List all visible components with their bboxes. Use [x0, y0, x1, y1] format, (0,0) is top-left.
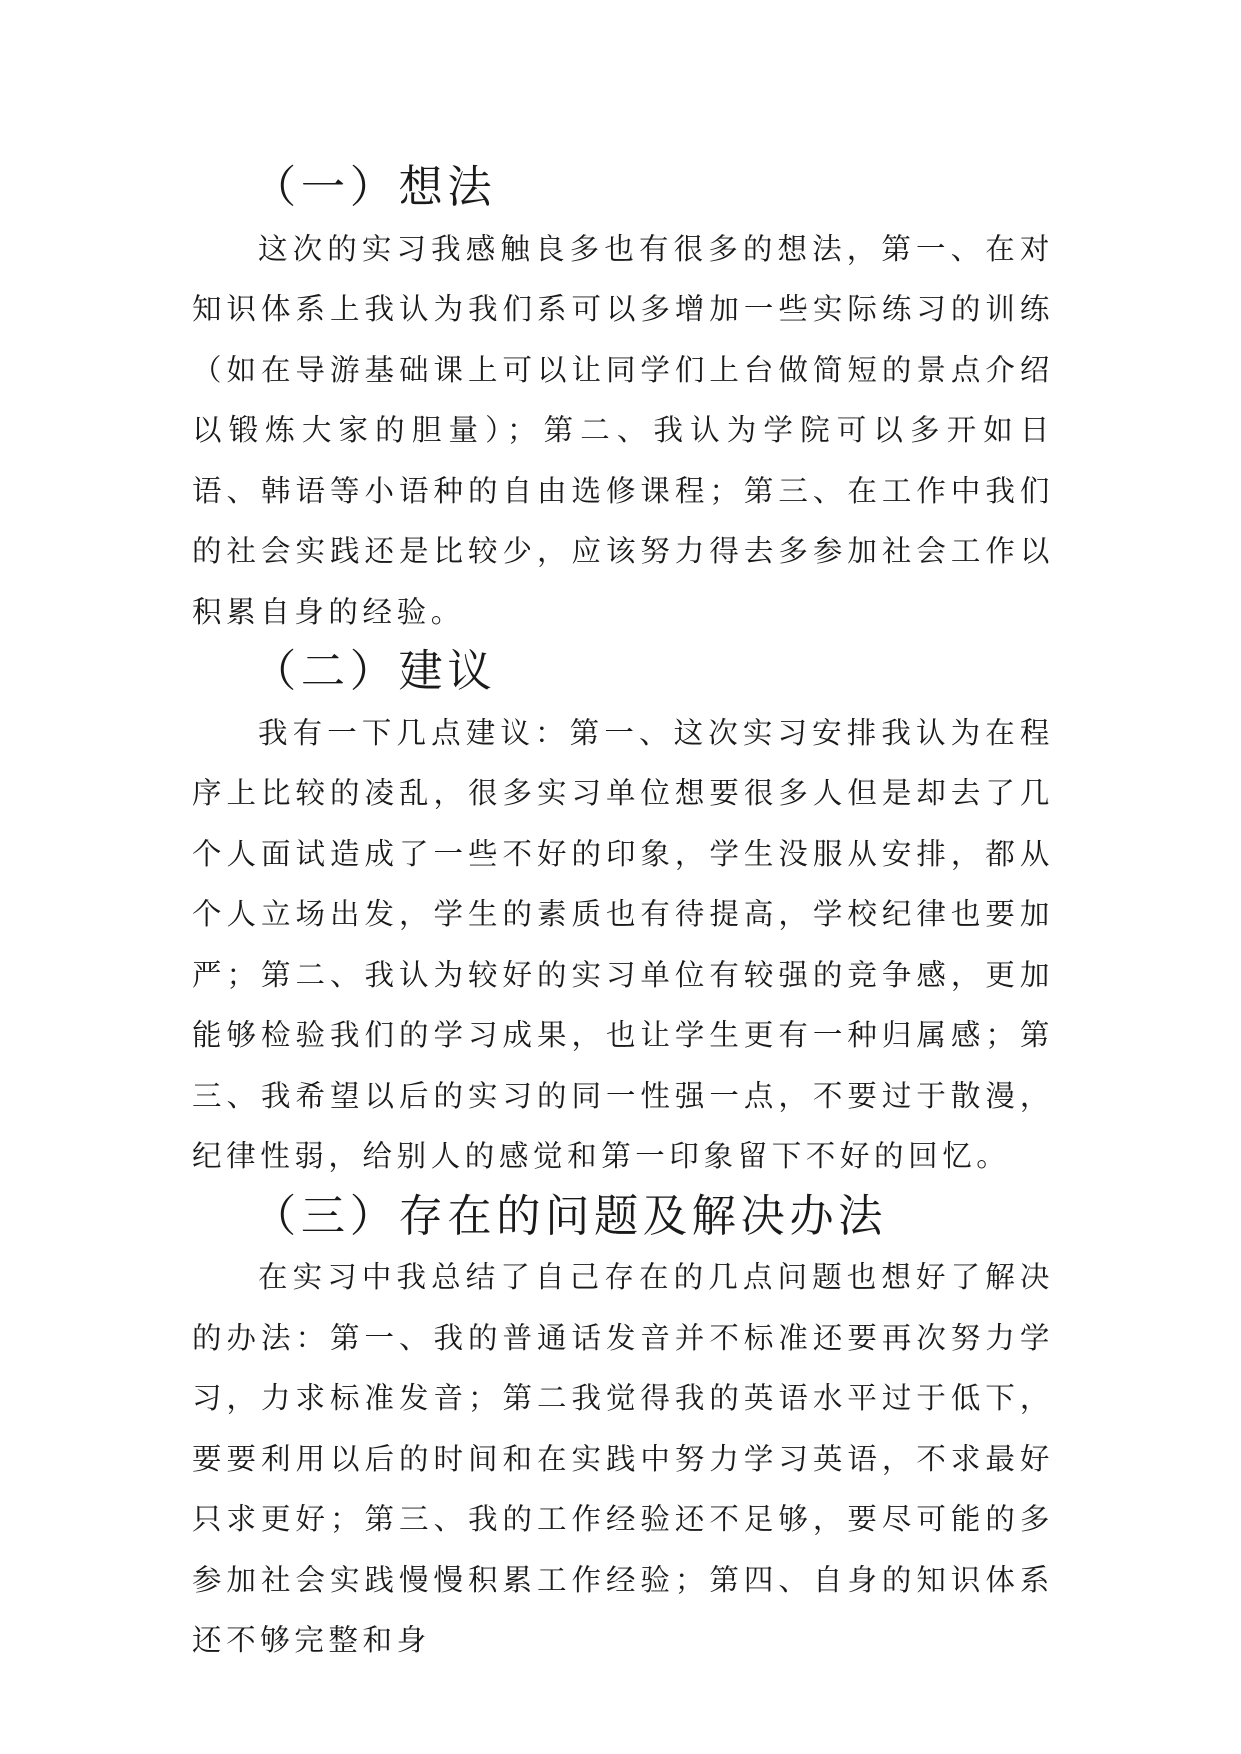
section-paragraph-problems-solutions: 在实习中我总结了自己存在的几点问题也想好了解决的办法：第一、我的普通话发音并不标准还要再次努力学习，力求标准发音；第二我觉得我的英语水平过于低下，要要利用以后的时间和在实践中努力学习英语，不求最好只求更好；第三、我的工作经验还不足够，要尽可能的多参加社会实践慢慢积累工作经验；第四、自身的知识体系还不够完整和身	[192, 1260, 1054, 1657]
section-paragraph-suggestions: 我有一下几点建议：第一、这次实习安排我认为在程序上比较的凌乱，很多实习单位想要很多人但是却去了几个人面试造成了一些不好的印象，学生没服从安排，都从个人立场出发，学生的素质也有待提高，学校纪律也要加严；第二、我认为较好的实习单位有较强的竞争感，更加能够检验我们的学习成果，也让学生更有一种归属感；第三、我希望以后的实习的同一性强一点，不要过于散漫，纪律性弱，给别人的感觉和第一印象留下不好的回忆。	[192, 715, 1054, 1173]
section-heading-problems-solutions: （三）存在的问题及解决办法	[252, 1190, 888, 1242]
section-paragraph-ideas: 这次的实习我感触良多也有很多的想法，第一、在对知识体系上我认为我们系可以多增加一些实际练习的训练（如在导游基础课上可以让同学们上台做简短的景点介绍以锻炼大家的胆量）；第二、我认为学院可以多开如日语、韩语等小语种的自由选修课程；第三、在工作中我们的社会实践还是比较少，应该努力得去多参加社会工作以积累自身的经验。	[192, 231, 1054, 629]
section-heading-suggestions: （二）建议	[252, 646, 497, 697]
document-body	[192, 158, 1054, 1671]
section-heading-ideas: （一）想法	[252, 162, 497, 213]
